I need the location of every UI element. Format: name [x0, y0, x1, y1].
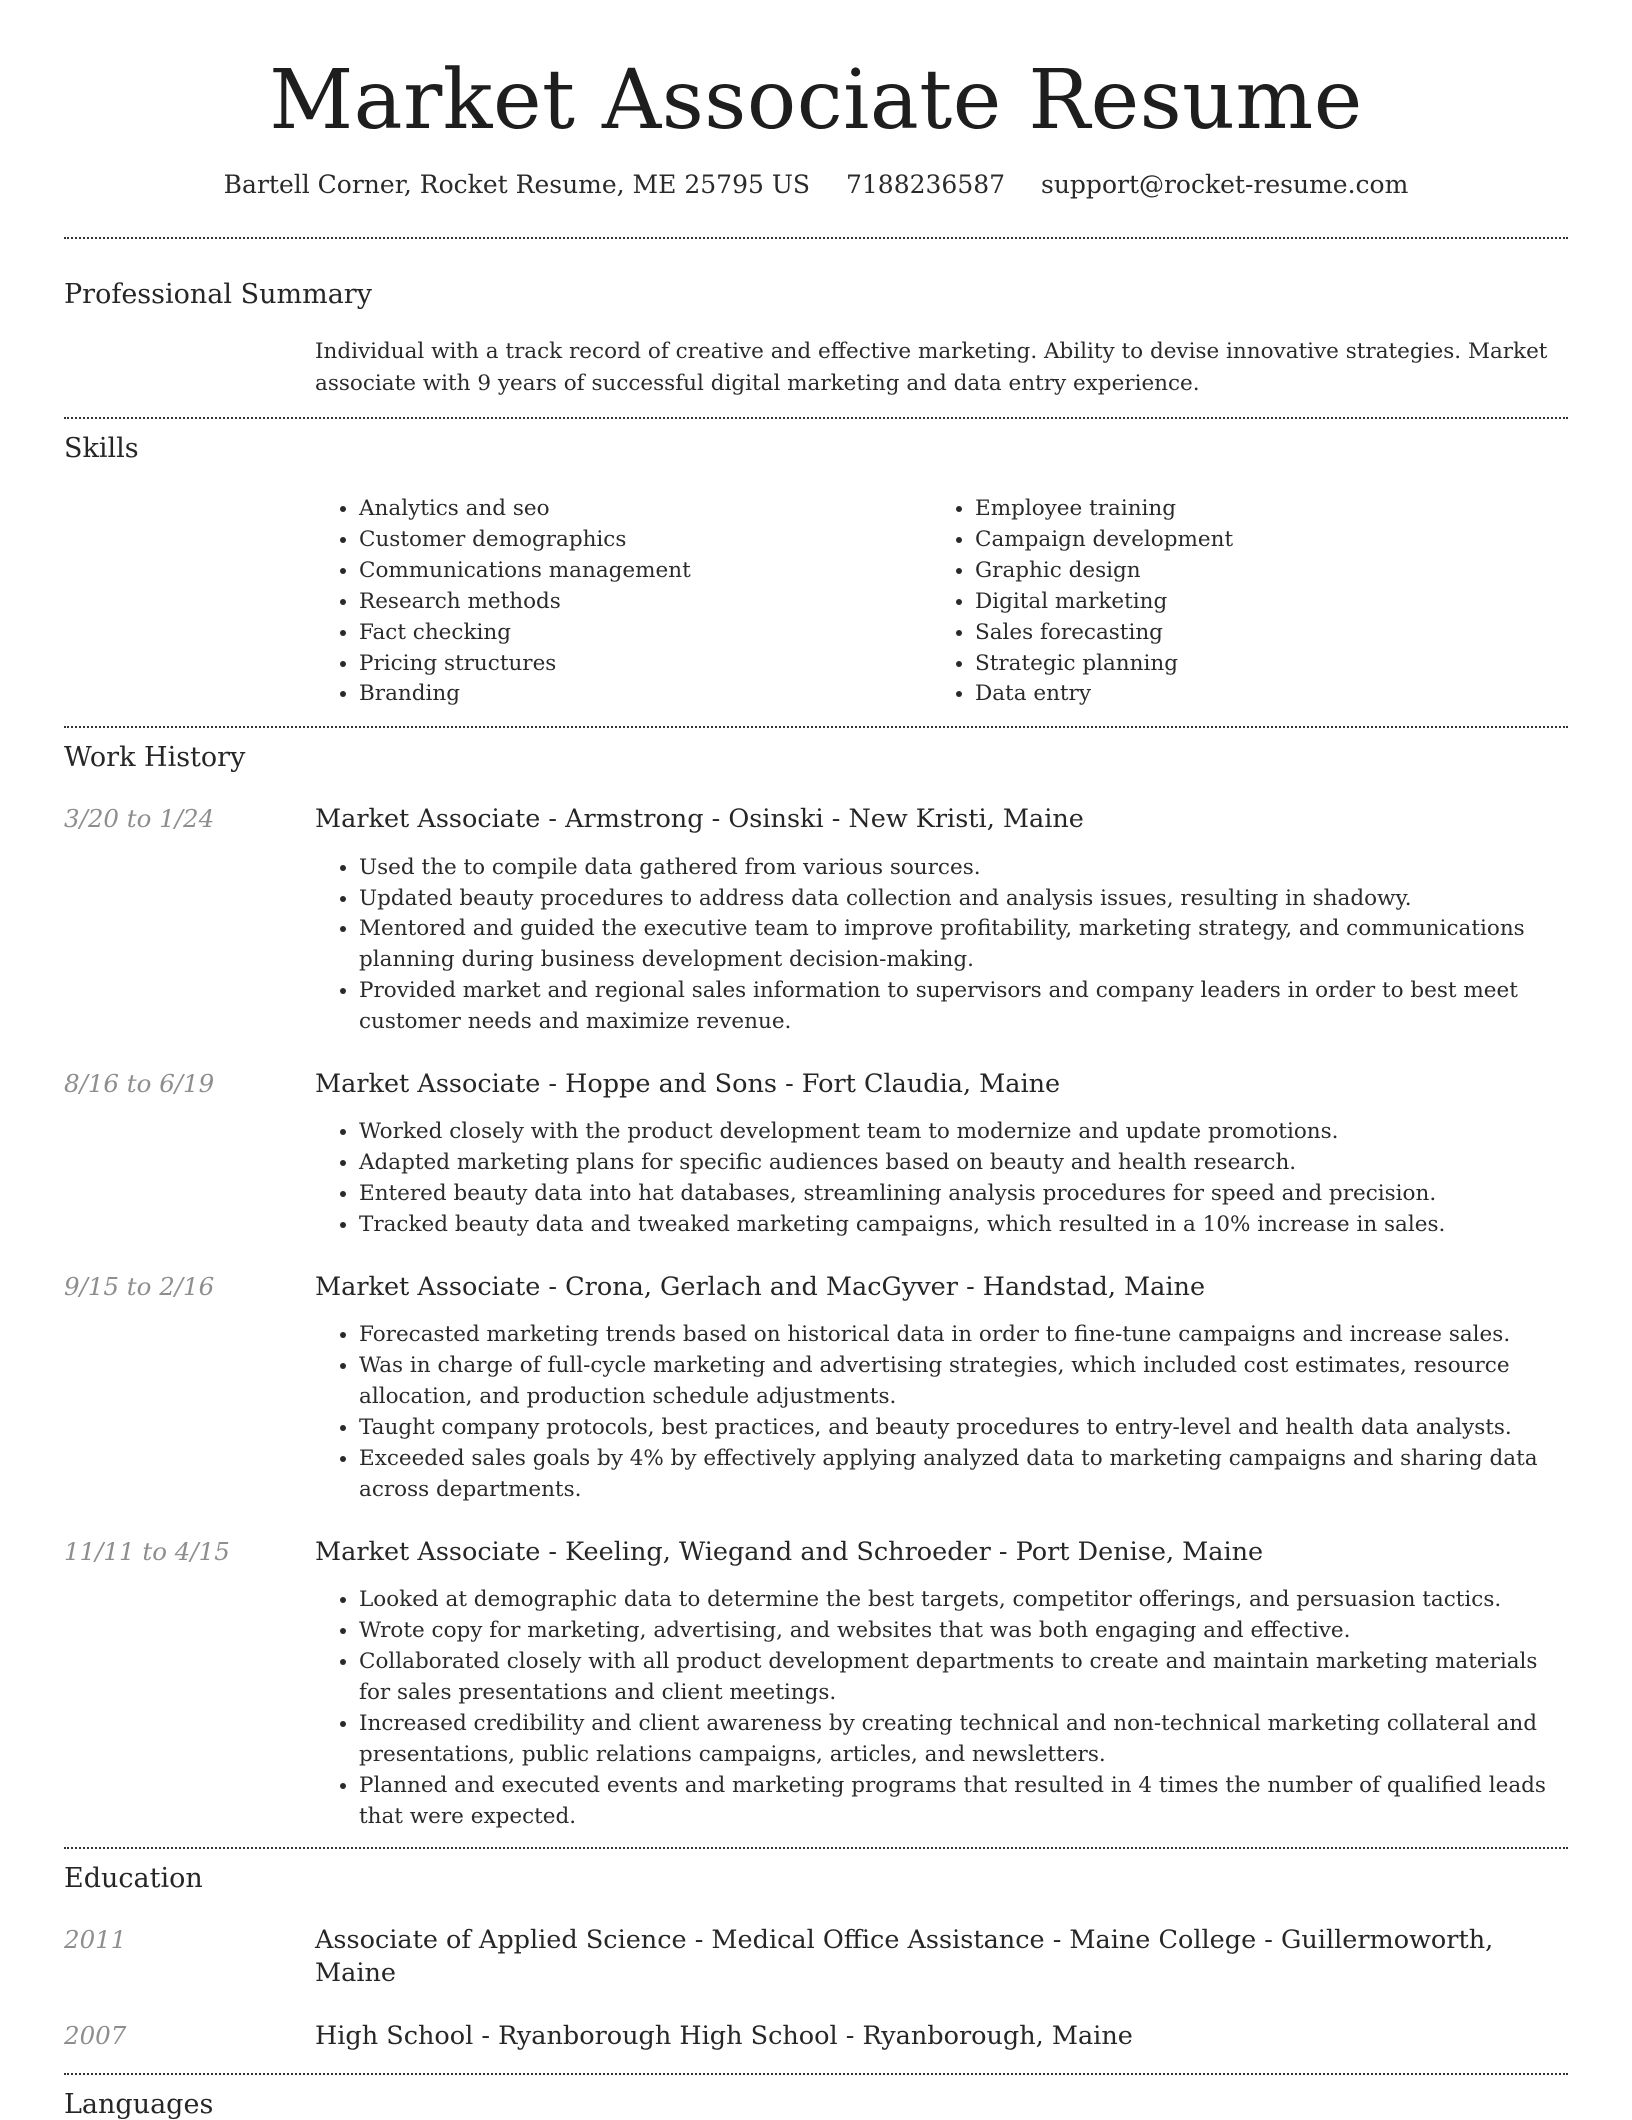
- job-bullet: • Updated beauty procedures to address data collection and analysis issues, resulting in shadowy.: [359, 884, 1568, 915]
- job-dates: 8/16 to 6/19: [64, 1069, 215, 1099]
- skill-item: • Digital marketing: [975, 587, 1547, 618]
- education-year: 2011: [64, 1924, 127, 1954]
- contact-phone: 7188236587: [845, 170, 1006, 200]
- job-dates: 9/15 to 2/16: [64, 1272, 215, 1302]
- job-bullets: [315, 853, 1568, 1039]
- job-entry: [64, 1271, 1568, 1506]
- job-entry: [64, 803, 1568, 1038]
- job-bullets: [315, 1585, 1568, 1833]
- skill-item: • Branding: [359, 679, 931, 710]
- skill-item: • Research methods: [359, 587, 931, 618]
- job-body: [315, 803, 1568, 1038]
- contact-address: Bartell Corner, Rocket Resume, ME 25795 US: [223, 170, 811, 200]
- job-bullet: • Adapted marketing plans for specific audiences based on beauty and health research.: [359, 1148, 1568, 1179]
- skills-columns: [315, 494, 1568, 727]
- job-entry: [64, 1536, 1568, 1833]
- job-title: Market Associate - Keeling, Wiegand and Schroeder - Port Denise, Maine: [315, 1537, 1264, 1568]
- summary-heading: Professional Summary: [64, 279, 372, 311]
- job-bullet: • Wrote copy for marketing, advertising, and websites that was both engaging and effective.: [359, 1616, 1568, 1647]
- job-bullets: [315, 1117, 1568, 1241]
- job-bullet: • Exceeded sales goals by 4% by effectively applying analyzed data to marketing campaigns and sharing data across departments.: [359, 1444, 1568, 1506]
- summary-text: Individual with a track record of creative and effective marketing. Ability to devise innovative strategies. Market associate with 9 years of successful digital marketing and data entry experience.: [315, 339, 1548, 396]
- skill-item: • Sales forecasting: [975, 618, 1547, 649]
- job-title: Market Associate - Armstrong - Osinski - New Kristi, Maine: [315, 804, 1084, 835]
- job-body: [315, 1271, 1568, 1506]
- job-body: [315, 1536, 1568, 1833]
- education-heading: Education: [64, 1862, 203, 1894]
- job-bullet: • Entered beauty data into hat databases, streamlining analysis procedures for speed and precision.: [359, 1179, 1568, 1210]
- job-bullet: • Planned and executed events and marketing programs that resulted in 4 times the number of qualified leads that were expected.: [359, 1771, 1568, 1833]
- skill-item: • Strategic planning: [975, 649, 1547, 680]
- education-entry: [64, 1924, 1568, 1990]
- job-entry: [64, 1068, 1568, 1241]
- skills-heading: Skills: [64, 432, 139, 464]
- education-title: High School - Ryanborough High School - Ryanborough, Maine: [315, 2021, 1133, 2052]
- job-title: Market Associate - Hoppe and Sons - Fort Claudia, Maine: [315, 1069, 1061, 1100]
- skill-item: • Graphic design: [975, 556, 1547, 587]
- job-bullet: • Provided market and regional sales information to supervisors and company leaders in order to best meet customer needs and maximize revenue.: [359, 976, 1568, 1038]
- skill-item: • Data entry: [975, 679, 1547, 710]
- skills-list-right: [931, 494, 1547, 711]
- skill-item: • Communications management: [359, 556, 931, 587]
- education-entry: [64, 2020, 1568, 2053]
- resume-title: Market Associate Resume: [269, 53, 1363, 148]
- skills-section: [64, 419, 1568, 727]
- job-bullet: • Forecasted marketing trends based on historical data in order to fine-tune campaigns and increase sales.: [359, 1320, 1568, 1351]
- job-bullet: • Mentored and guided the executive team to improve profitability, marketing strategy, and communications planning during business development decision-making.: [359, 914, 1568, 976]
- job-dates: 11/11 to 4/15: [64, 1537, 230, 1567]
- skill-item: • Fact checking: [359, 618, 931, 649]
- job-bullet: • Tracked beauty data and tweaked marketing campaigns, which resulted in a 10% increase in sales.: [359, 1210, 1568, 1241]
- work-history-heading: Work History: [64, 742, 246, 774]
- contact-line: [64, 170, 1568, 199]
- education-title: Associate of Applied Science - Medical Office Assistance - Maine College - Guillermoworth, Maine: [315, 1924, 1494, 1988]
- job-bullet: • Was in charge of full-cycle marketing and advertising strategies, which included cost estimates, resource allocation, and production schedule adjustments.: [359, 1351, 1568, 1413]
- languages-heading: Languages: [64, 2089, 214, 2120]
- contact-email: support@rocket-resume.com: [1041, 170, 1409, 200]
- skill-item: • Pricing structures: [359, 649, 931, 680]
- skill-item: • Employee training: [975, 494, 1547, 525]
- skill-item: • Analytics and seo: [359, 494, 931, 525]
- languages-section: [64, 2075, 1568, 2120]
- education-section: [64, 1849, 1568, 2053]
- work-history-section: [64, 728, 1568, 1832]
- job-bullet: • Taught company protocols, best practices, and beauty procedures to entry-level and health data analysts.: [359, 1413, 1568, 1444]
- job-dates: 3/20 to 1/24: [64, 804, 215, 834]
- job-bullet: • Worked closely with the product development team to modernize and update promotions.: [359, 1117, 1568, 1148]
- education-year: 2007: [64, 2021, 127, 2051]
- job-bullet: • Used the to compile data gathered from various sources.: [359, 853, 1568, 884]
- job-title: Market Associate - Crona, Gerlach and MacGyver - Handstad, Maine: [315, 1272, 1206, 1303]
- summary-section: [64, 239, 1568, 416]
- job-bullet: • Increased credibility and client awareness by creating technical and non-technical marketing collateral and presentations, public relations campaigns, articles, and newsletters.: [359, 1709, 1568, 1771]
- job-bullet: • Collaborated closely with all product development departments to create and maintain marketing materials for sales presentations and client meetings.: [359, 1647, 1568, 1709]
- job-bullets: [315, 1320, 1568, 1506]
- skill-item: • Customer demographics: [359, 525, 931, 556]
- job-body: [315, 1068, 1568, 1241]
- skills-list-left: [315, 494, 931, 711]
- job-bullet: • Looked at demographic data to determine the best targets, competitor offerings, and persuasion tactics.: [359, 1585, 1568, 1616]
- skill-item: • Campaign development: [975, 525, 1547, 556]
